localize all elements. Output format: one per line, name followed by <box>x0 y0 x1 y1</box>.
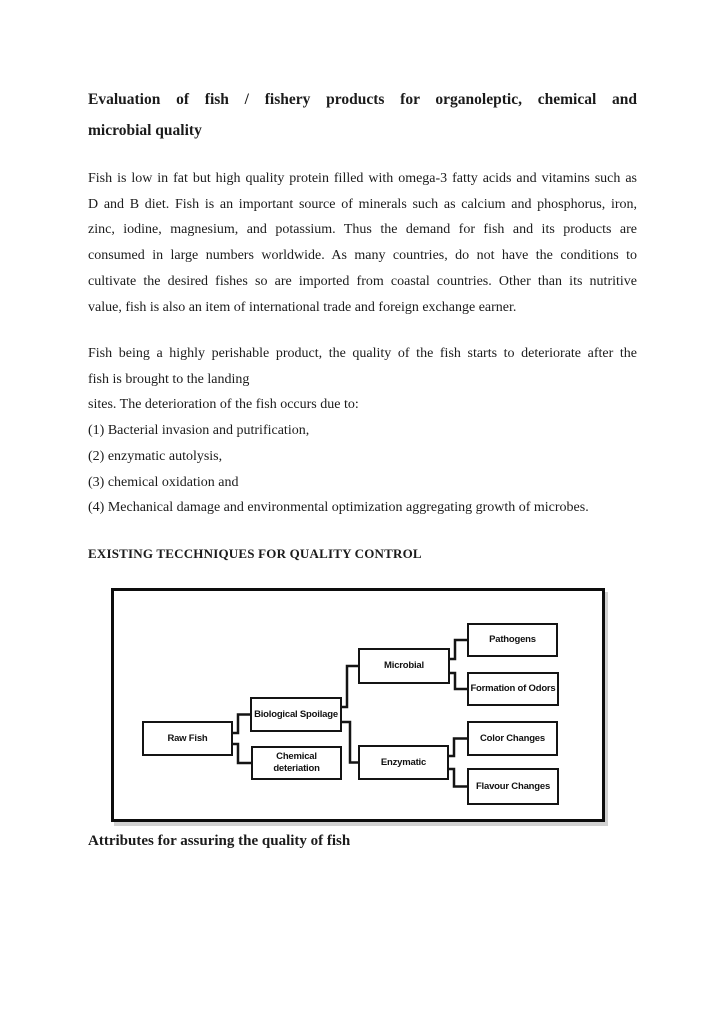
flowchart-node-microbial: Microbial <box>358 648 450 684</box>
section-heading: EXISTING TECCHNIQUES FOR QUALITY CONTROL <box>88 546 422 561</box>
text-line: Fish being a highly perishable product, the quality of the fish starts to deteriorate after the <box>88 346 637 361</box>
text-line: consumed in large numbers worldwide. As many countries, do not have the conditions to <box>88 248 637 264</box>
text-line: D and B diet. Fish is an important source of minerals such as calcium and phosphorus, iron, <box>88 196 637 212</box>
list-item-2: (2) enzymatic autolysis, <box>88 448 223 464</box>
diagram-caption: Attributes for assuring the quality of fish <box>88 833 351 849</box>
text-line: cultivate the desired fishes so are imported from coastal countries. Other than its nutritive <box>88 273 637 289</box>
paragraph-nutrition <box>88 166 637 320</box>
flowchart-node-raw-fish: Raw Fish <box>142 721 233 756</box>
flowchart-node-formation-of-odors: Formation of Odors <box>467 672 559 706</box>
text-line: value, fish is also an item of international trade and foreign exchange earner. <box>88 299 517 315</box>
list-item-3: (3) chemical oxidation and <box>88 474 239 490</box>
flowchart-node-pathogens: Pathogens <box>467 623 558 657</box>
text-line: sites. The deterioration of the fish occurs due to: <box>88 397 359 413</box>
spoilage-flowchart <box>111 588 605 822</box>
flowchart-node-biological-spoilage: Biological Spoilage <box>250 697 342 732</box>
text-line: Fish is low in fat but high quality protein filled with omega-3 fatty acids and vitamins such as <box>88 171 637 186</box>
text-line: zinc, iodine, magnesium, and potassium. Thus the demand for fish and its products are <box>88 222 637 238</box>
paragraph-deterioration <box>88 341 637 521</box>
flowchart-node-chemical-deterioration: Chemical deteriation <box>251 746 342 780</box>
text-line: fish is brought to the landing <box>88 371 250 387</box>
list-item-4: (4) Mechanical damage and environmental optimization aggregating growth of microbes. <box>88 500 589 516</box>
flowchart-node-enzymatic: Enzymatic <box>358 745 449 780</box>
title-line: microbial quality <box>88 122 202 139</box>
list-item-1: (1) Bacterial invasion and putrification, <box>88 423 310 439</box>
flowchart-node-flavour-changes: Flavour Changes <box>467 768 559 805</box>
flowchart-node-color-changes: Color Changes <box>467 721 558 756</box>
document-title <box>88 84 637 146</box>
title-line: Evaluation of fish / fishery products for organoleptic, chemical and <box>88 91 637 108</box>
